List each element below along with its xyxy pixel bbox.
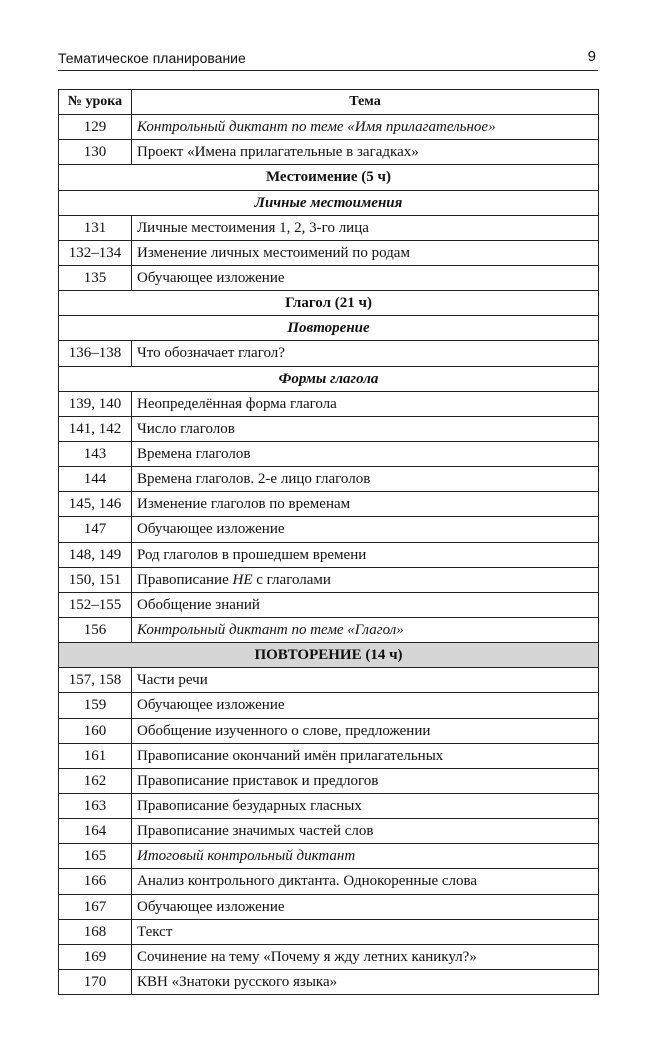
lesson-number: 132–134 bbox=[59, 240, 132, 265]
table-row bbox=[59, 743, 599, 768]
section-row bbox=[59, 165, 599, 190]
lesson-topic: Обучающее изложение bbox=[132, 517, 599, 542]
lesson-number: 157, 158 bbox=[59, 668, 132, 693]
table-row bbox=[59, 793, 599, 818]
lesson-number: 143 bbox=[59, 441, 132, 466]
lesson-number: 162 bbox=[59, 768, 132, 793]
lesson-topic: Контрольный диктант по теме «Имя прилагательное» bbox=[132, 115, 599, 140]
table-header-row bbox=[59, 90, 599, 115]
table-row bbox=[59, 617, 599, 642]
lesson-topic: Что обозначает глагол? bbox=[132, 341, 599, 366]
lesson-topic: Времена глаголов. 2-е лицо глаголов bbox=[132, 467, 599, 492]
lesson-topic: Части речи bbox=[132, 668, 599, 693]
lesson-topic: Анализ контрольного диктанта. Однокоренные слова bbox=[132, 869, 599, 894]
table-row bbox=[59, 492, 599, 517]
lesson-number: 168 bbox=[59, 919, 132, 944]
table-row bbox=[59, 567, 599, 592]
lesson-number: 136–138 bbox=[59, 341, 132, 366]
lesson-number: 147 bbox=[59, 517, 132, 542]
subsection-heading: Личные местоимения bbox=[59, 190, 599, 215]
lesson-number: 135 bbox=[59, 265, 132, 290]
lesson-topic: Правописание окончаний имён прилагательных bbox=[132, 743, 599, 768]
lesson-number: 150, 151 bbox=[59, 567, 132, 592]
table-body bbox=[59, 115, 599, 995]
lesson-topic: Род глаголов в прошедшем времени bbox=[132, 542, 599, 567]
table-row bbox=[59, 919, 599, 944]
lesson-number: 156 bbox=[59, 617, 132, 642]
section-heading: Глагол (21 ч) bbox=[59, 291, 599, 316]
subsection-heading: Повторение bbox=[59, 316, 599, 341]
lesson-topic: Итоговый контрольный диктант bbox=[132, 844, 599, 869]
lesson-topic: Правописание значимых частей слов bbox=[132, 819, 599, 844]
lesson-number: 131 bbox=[59, 215, 132, 240]
lesson-number: 130 bbox=[59, 140, 132, 165]
lesson-topic: Личные местоимения 1, 2, 3-го лица bbox=[132, 215, 599, 240]
lesson-topic: Обобщение знаний bbox=[132, 592, 599, 617]
lesson-number: 145, 146 bbox=[59, 492, 132, 517]
page-number: 9 bbox=[587, 48, 596, 65]
lesson-number: 139, 140 bbox=[59, 391, 132, 416]
lesson-number: 166 bbox=[59, 869, 132, 894]
lesson-number: 164 bbox=[59, 819, 132, 844]
table-row bbox=[59, 517, 599, 542]
part-row bbox=[59, 643, 599, 668]
subsection-row bbox=[59, 366, 599, 391]
lesson-number: 167 bbox=[59, 894, 132, 919]
lesson-topic: КВН «Знатоки русского языка» bbox=[132, 969, 599, 994]
section-row bbox=[59, 291, 599, 316]
lesson-number: 152–155 bbox=[59, 592, 132, 617]
lesson-number: 169 bbox=[59, 944, 132, 969]
subsection-row bbox=[59, 190, 599, 215]
lesson-number: 160 bbox=[59, 718, 132, 743]
table-row bbox=[59, 944, 599, 969]
lesson-plan-table bbox=[58, 89, 599, 995]
lesson-topic: Неопределённая форма глагола bbox=[132, 391, 599, 416]
table-row bbox=[59, 844, 599, 869]
lesson-number: 159 bbox=[59, 693, 132, 718]
lesson-number: 129 bbox=[59, 115, 132, 140]
column-header-topic: Тема bbox=[132, 90, 599, 115]
lesson-topic: Обучающее изложение bbox=[132, 894, 599, 919]
lesson-topic: Изменение глаголов по временам bbox=[132, 492, 599, 517]
lesson-topic: Сочинение на тему «Почему я жду летних каникул?» bbox=[132, 944, 599, 969]
table-row bbox=[59, 894, 599, 919]
lesson-topic-text: Правописание bbox=[137, 571, 233, 588]
lesson-number: 170 bbox=[59, 969, 132, 994]
table-row bbox=[59, 240, 599, 265]
lesson-topic: Контрольный диктант по теме «Глагол» bbox=[132, 617, 599, 642]
table-row bbox=[59, 693, 599, 718]
running-head-title: Тематическое планирование bbox=[58, 50, 246, 66]
lesson-topic: Число глаголов bbox=[132, 416, 599, 441]
lesson-number: 163 bbox=[59, 793, 132, 818]
lesson-number: 161 bbox=[59, 743, 132, 768]
lesson-topic-emphasis: НЕ bbox=[232, 571, 253, 588]
table-row bbox=[59, 969, 599, 994]
table-row bbox=[59, 265, 599, 290]
table-row bbox=[59, 441, 599, 466]
table-row bbox=[59, 341, 599, 366]
running-head bbox=[58, 48, 598, 71]
lesson-topic: Правописание безударных гласных bbox=[132, 793, 599, 818]
lesson-number: 144 bbox=[59, 467, 132, 492]
table-row bbox=[59, 718, 599, 743]
lesson-topic: Текст bbox=[132, 919, 599, 944]
table-row bbox=[59, 592, 599, 617]
lesson-topic: Обучающее изложение bbox=[132, 265, 599, 290]
table-row bbox=[59, 869, 599, 894]
table-row bbox=[59, 467, 599, 492]
table-row bbox=[59, 819, 599, 844]
lesson-topic-text: с глаголами bbox=[252, 571, 331, 588]
table-row bbox=[59, 668, 599, 693]
lesson-topic: Обобщение изученного о слове, предложении bbox=[132, 718, 599, 743]
table-row bbox=[59, 416, 599, 441]
table-row bbox=[59, 768, 599, 793]
part-heading: ПОВТОРЕНИЕ (14 ч) bbox=[59, 643, 599, 668]
lesson-topic: Времена глаголов bbox=[132, 441, 599, 466]
lesson-number: 141, 142 bbox=[59, 416, 132, 441]
column-header-lesson-number: № урока bbox=[59, 90, 132, 115]
lesson-topic: Обучающее изложение bbox=[132, 693, 599, 718]
lesson-number: 165 bbox=[59, 844, 132, 869]
subsection-row bbox=[59, 316, 599, 341]
table-row bbox=[59, 215, 599, 240]
subsection-heading: Формы глагола bbox=[59, 366, 599, 391]
table-row bbox=[59, 140, 599, 165]
lesson-topic: Правописание приставок и предлогов bbox=[132, 768, 599, 793]
lesson-topic: Проект «Имена прилагательные в загадках» bbox=[132, 140, 599, 165]
lesson-topic: Изменение личных местоимений по родам bbox=[132, 240, 599, 265]
section-heading: Местоимение (5 ч) bbox=[59, 165, 599, 190]
table-row bbox=[59, 542, 599, 567]
lesson-number: 148, 149 bbox=[59, 542, 132, 567]
table-row bbox=[59, 115, 599, 140]
lesson-topic bbox=[132, 567, 599, 592]
table-row bbox=[59, 391, 599, 416]
